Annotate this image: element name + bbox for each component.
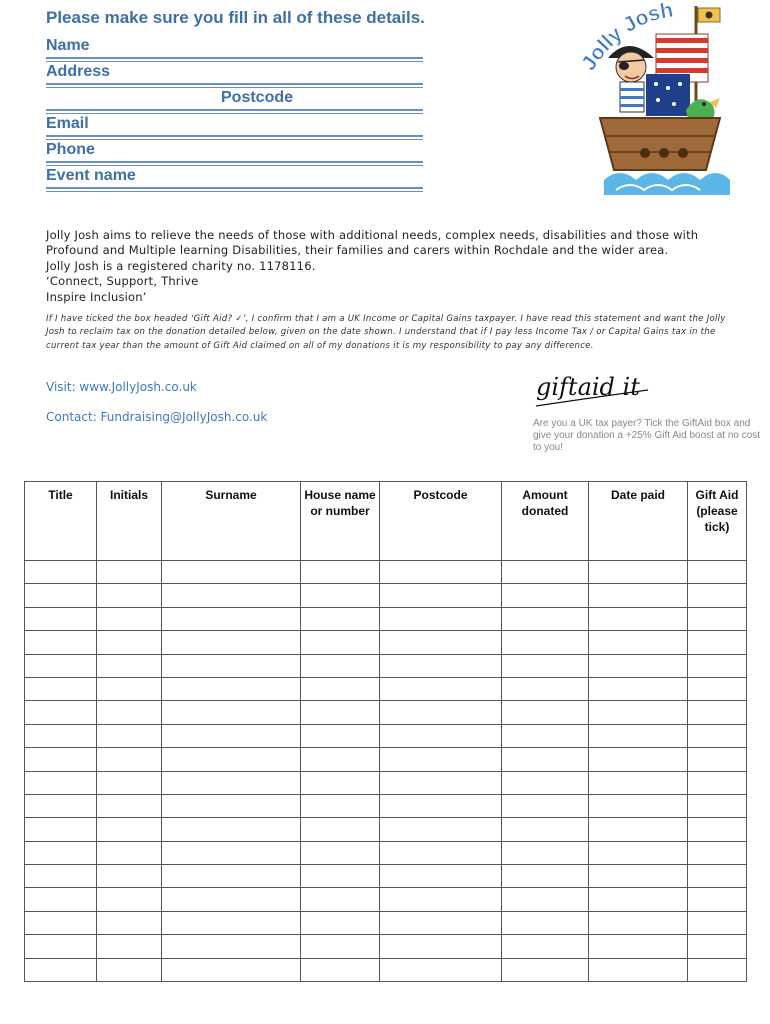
table-cell[interactable]: [25, 935, 97, 958]
table-row: [25, 561, 747, 584]
table-cell[interactable]: [688, 607, 747, 630]
table-cell[interactable]: [97, 701, 162, 724]
table-cell[interactable]: [162, 841, 301, 864]
gift-aid-declaration: If I have ticked the box headed ‘Gift Aid? ✓’, I confirm that I am a UK Income or Capital Gains taxpayer. I have read this statement and want the Jolly Josh to reclaim tax on the donation detailed below, given on the date shown. I understand that if I pay less Income Tax / or Capital Gains tax in the current tax year than the amount of Gift Aid claimed on all of my donations it is my responsibility to pay any difference.: [46, 314, 726, 351]
donation-rows: [25, 561, 747, 982]
table-cell[interactable]: [502, 748, 589, 771]
postcode-field[interactable]: [46, 85, 423, 111]
table-cell[interactable]: [301, 958, 380, 981]
table-cell[interactable]: [589, 911, 688, 934]
table-cell[interactable]: [589, 888, 688, 911]
table-cell[interactable]: [688, 748, 747, 771]
table-cell[interactable]: [589, 607, 688, 630]
table-cell[interactable]: [25, 911, 97, 934]
phone-field[interactable]: [46, 137, 423, 163]
table-cell[interactable]: [301, 701, 380, 724]
form-heading: Please make sure you fill in all of these details.: [46, 8, 425, 27]
table-cell[interactable]: [502, 771, 589, 794]
table-row: [25, 794, 747, 817]
table-cell[interactable]: [688, 841, 747, 864]
table-cell[interactable]: [380, 794, 502, 817]
col-postcode-header: Postcode: [380, 482, 502, 561]
table-cell[interactable]: [97, 958, 162, 981]
table-cell[interactable]: [502, 654, 589, 677]
table-cell[interactable]: [688, 654, 747, 677]
table-cell[interactable]: [380, 841, 502, 864]
table-cell[interactable]: [380, 701, 502, 724]
table-cell[interactable]: [589, 818, 688, 841]
table-cell[interactable]: [380, 935, 502, 958]
table-cell[interactable]: [502, 865, 589, 888]
table-cell[interactable]: [589, 771, 688, 794]
table-cell[interactable]: [97, 818, 162, 841]
col-house-header: House name or number: [301, 482, 380, 561]
table-cell[interactable]: [25, 818, 97, 841]
table-cell[interactable]: [380, 677, 502, 700]
table-cell[interactable]: [502, 818, 589, 841]
address-field[interactable]: [46, 59, 423, 85]
table-cell[interactable]: [589, 724, 688, 747]
table-cell[interactable]: [97, 865, 162, 888]
table-cell[interactable]: [380, 771, 502, 794]
table-cell[interactable]: [25, 584, 97, 607]
table-row: [25, 654, 747, 677]
table-cell[interactable]: [97, 911, 162, 934]
table-cell[interactable]: [97, 724, 162, 747]
table-cell[interactable]: [97, 771, 162, 794]
table-cell[interactable]: [688, 701, 747, 724]
table-row: [25, 935, 747, 958]
table-cell[interactable]: [97, 584, 162, 607]
table-cell[interactable]: [25, 888, 97, 911]
table-cell[interactable]: [25, 865, 97, 888]
table-cell[interactable]: [380, 654, 502, 677]
table-cell[interactable]: [162, 865, 301, 888]
table-cell[interactable]: [162, 607, 301, 630]
table-cell[interactable]: [502, 911, 589, 934]
table-cell[interactable]: [380, 607, 502, 630]
col-giftaid-header: Gift Aid (please tick): [688, 482, 747, 561]
table-cell[interactable]: [162, 958, 301, 981]
table-cell[interactable]: [97, 607, 162, 630]
table-row: [25, 818, 747, 841]
phone-label: Phone: [46, 141, 95, 158]
table-cell[interactable]: [162, 935, 301, 958]
email-field[interactable]: [46, 111, 423, 137]
table-row: [25, 584, 747, 607]
table-cell[interactable]: [25, 794, 97, 817]
table-cell[interactable]: [301, 584, 380, 607]
giftaid-logo-text: giftaid it: [536, 373, 640, 401]
table-cell[interactable]: [589, 584, 688, 607]
visit-link[interactable]: Visit: www.JollyJosh.co.uk: [46, 380, 197, 394]
table-row: [25, 748, 747, 771]
table-cell[interactable]: [25, 771, 97, 794]
contact-link[interactable]: Contact: Fundraising@JollyJosh.co.uk: [46, 410, 268, 424]
table-cell[interactable]: [162, 771, 301, 794]
table-cell[interactable]: [589, 794, 688, 817]
table-cell[interactable]: [688, 561, 747, 584]
table-cell[interactable]: [589, 865, 688, 888]
table-cell[interactable]: [688, 677, 747, 700]
table-cell[interactable]: [688, 818, 747, 841]
table-cell[interactable]: [25, 561, 97, 584]
table-cell[interactable]: [589, 677, 688, 700]
table-cell[interactable]: [25, 748, 97, 771]
table-cell[interactable]: [502, 677, 589, 700]
table-cell[interactable]: [502, 724, 589, 747]
event-name-field[interactable]: [46, 163, 423, 189]
table-row: [25, 865, 747, 888]
table-row: [25, 771, 747, 794]
logo-text: Jolly Josh: [576, 0, 675, 75]
table-row: [25, 607, 747, 630]
table-header-row: [25, 482, 747, 561]
email-label: Email: [46, 115, 89, 132]
table-cell[interactable]: [97, 561, 162, 584]
table-cell[interactable]: [162, 818, 301, 841]
col-date-header: Date paid: [589, 482, 688, 561]
table-cell[interactable]: [162, 631, 301, 654]
table-cell[interactable]: [162, 748, 301, 771]
table-cell[interactable]: [502, 958, 589, 981]
table-cell[interactable]: [380, 724, 502, 747]
table-cell[interactable]: [589, 958, 688, 981]
table-cell[interactable]: [688, 584, 747, 607]
intro-text: [46, 228, 736, 305]
table-cell[interactable]: [301, 771, 380, 794]
table-cell[interactable]: [380, 561, 502, 584]
table-cell[interactable]: [301, 607, 380, 630]
table-row: [25, 701, 747, 724]
table-cell[interactable]: [162, 654, 301, 677]
table-cell[interactable]: [301, 911, 380, 934]
table-cell[interactable]: [502, 888, 589, 911]
table-row: [25, 958, 747, 981]
table-cell[interactable]: [25, 724, 97, 747]
table-cell[interactable]: [25, 631, 97, 654]
table-cell[interactable]: [380, 865, 502, 888]
charity-number: Jolly Josh is a registered charity no. 1178116.: [46, 258, 316, 273]
table-cell[interactable]: [380, 911, 502, 934]
table-row: [25, 724, 747, 747]
event-name-label: Event name: [46, 167, 136, 184]
table-cell[interactable]: [502, 607, 589, 630]
table-cell[interactable]: [25, 841, 97, 864]
col-surname-header: Surname: [162, 482, 301, 561]
table-cell[interactable]: [380, 631, 502, 654]
table-row: [25, 631, 747, 654]
table-cell[interactable]: [162, 677, 301, 700]
table-cell[interactable]: [688, 958, 747, 981]
table-cell[interactable]: [97, 935, 162, 958]
table-cell[interactable]: [688, 771, 747, 794]
table-row: [25, 841, 747, 864]
table-cell[interactable]: [380, 958, 502, 981]
table-cell[interactable]: [502, 935, 589, 958]
table-cell[interactable]: [301, 631, 380, 654]
table-cell[interactable]: [97, 748, 162, 771]
table-cell[interactable]: [502, 631, 589, 654]
table-cell[interactable]: [301, 841, 380, 864]
col-amount-header: Amount donated: [502, 482, 589, 561]
table-cell[interactable]: [162, 888, 301, 911]
col-title-header: Title: [25, 482, 97, 561]
giftaid-blurb: Are you a UK tax payer? Tick the GiftAid box and give your donation a +25% Gift Aid boost at no cost to you!: [533, 418, 761, 453]
table-cell[interactable]: [162, 794, 301, 817]
table-cell[interactable]: [162, 724, 301, 747]
table-cell[interactable]: [589, 748, 688, 771]
table-cell[interactable]: [380, 818, 502, 841]
table-cell[interactable]: [301, 888, 380, 911]
table-cell[interactable]: [502, 701, 589, 724]
table-cell[interactable]: [301, 561, 380, 584]
table-cell[interactable]: [97, 841, 162, 864]
table-cell[interactable]: [589, 935, 688, 958]
table-cell[interactable]: [589, 841, 688, 864]
table-cell[interactable]: [97, 794, 162, 817]
table-cell[interactable]: [380, 748, 502, 771]
table-cell[interactable]: [380, 888, 502, 911]
table-cell[interactable]: [97, 654, 162, 677]
table-row: [25, 677, 747, 700]
name-label: Name: [46, 37, 90, 54]
table-cell[interactable]: [688, 724, 747, 747]
col-initials-header: Initials: [97, 482, 162, 561]
table-cell[interactable]: [688, 631, 747, 654]
table-cell[interactable]: [301, 935, 380, 958]
table-cell[interactable]: [688, 794, 747, 817]
table-cell[interactable]: [380, 584, 502, 607]
table-cell[interactable]: [162, 701, 301, 724]
table-cell[interactable]: [25, 701, 97, 724]
table-cell[interactable]: [301, 865, 380, 888]
table-cell[interactable]: [502, 841, 589, 864]
tagline-line-1: ‘Connect, Support, Thrive: [46, 274, 199, 289]
table-cell[interactable]: [589, 631, 688, 654]
table-cell[interactable]: [25, 958, 97, 981]
table-cell[interactable]: [97, 888, 162, 911]
table-cell[interactable]: [25, 654, 97, 677]
jolly-josh-logo: [570, 0, 770, 205]
tagline-line-2: Inspire Inclusion’: [46, 289, 147, 304]
table-cell[interactable]: [502, 561, 589, 584]
table-cell[interactable]: [688, 935, 747, 958]
giftaid-logo: [530, 368, 680, 413]
table-cell[interactable]: [97, 677, 162, 700]
table-cell[interactable]: [301, 724, 380, 747]
table-cell[interactable]: [688, 865, 747, 888]
table-cell[interactable]: [25, 607, 97, 630]
table-cell[interactable]: [301, 654, 380, 677]
table-cell[interactable]: [162, 911, 301, 934]
table-cell[interactable]: [688, 911, 747, 934]
address-label: Address: [46, 63, 111, 80]
table-cell[interactable]: [301, 748, 380, 771]
table-cell[interactable]: [301, 818, 380, 841]
donation-table: [24, 481, 747, 982]
table-cell[interactable]: [162, 561, 301, 584]
name-field[interactable]: [46, 33, 423, 59]
table-cell[interactable]: [688, 888, 747, 911]
table-cell[interactable]: [301, 794, 380, 817]
table-cell[interactable]: [589, 561, 688, 584]
table-row: [25, 888, 747, 911]
table-cell[interactable]: [301, 677, 380, 700]
aims-statement: Jolly Josh aims to relieve the needs of those with additional needs, complex needs, disabilities and those with Profound and Multiple learning Disabilities, their families and carers within Rochdale and the wider area.: [46, 228, 699, 258]
pirate-ship-illustration: [570, 0, 770, 205]
postcode-label: Postcode: [221, 89, 294, 106]
table-cell[interactable]: [502, 794, 589, 817]
table-cell[interactable]: [162, 584, 301, 607]
table-cell[interactable]: [502, 584, 589, 607]
table-cell[interactable]: [97, 631, 162, 654]
table-row: [25, 911, 747, 934]
table-cell[interactable]: [589, 701, 688, 724]
table-cell[interactable]: [25, 677, 97, 700]
table-cell[interactable]: [589, 654, 688, 677]
